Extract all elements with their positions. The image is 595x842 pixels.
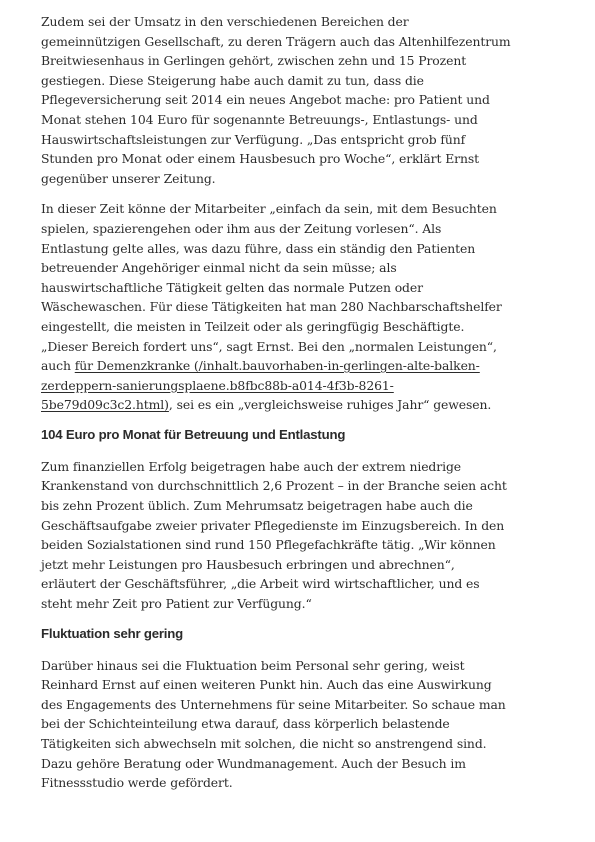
- paragraph-revenue: Zudem sei der Umsatz in den verschiedenen Bereichen der gemeinnützigen Gesellschaft, zu deren Trägern auch das Altenhilfezentrum Breitwiesenhaus in Gerlingen gehört, zwischen zehn und 15 Prozent gestiegen. Diese Steigerung habe auch damit zu tun, dass die Pflegeversicherung seit 2014 ein neues Angebot mache: pro Patient und Monat stehen 104 Euro für sogenannte Betreuungs-, Entlastungs- und Hauswirtschaftsleistungen zur Verfügung. „Das entspricht grob fünf Stunden pro Monat oder einem Hausbesuch pro Woche“, erklärt Ernst gegenüber unserer Zeitung.: [41, 14, 511, 186]
- subheading-fluctuation: Fluktuation sehr gering: [41, 625, 183, 641]
- dementia-article-link[interactable]: für Demenzkranke (/inhalt.bauvorhaben-in-gerlingen-alte-balken-zerdeppern-sanierungsplaene.b8fbc88b-a014-4f3b-8261-5be79d09c3c2.html): [41, 358, 480, 413]
- paragraph-text-tail: , sei es ein „vergleichsweise ruhiges Jahr“ gewesen.: [168, 397, 492, 413]
- article-body: [41, 12, 511, 804]
- paragraph-text: In dieser Zeit könne der Mitarbeiter „einfach da sein, mit dem Besuchten spielen, spazierengehen oder ihm aus der Zeitung vorlesen“. Als Entlastung gelte alles, was dazu führe, dass ein ständig den Patienten betreuender Angehöriger einmal nicht da sein müsse; als hauswirtschaftliche Tätigkeit gelten das normale Putzen oder Wäschewaschen. Für diese Tätigkeiten hat man 280 Nachbarschaftshelfer eingestellt, die meisten in Teilzeit oder als geringfügig Beschäftigte. „Dieser Bereich fordert uns“, sagt Ernst. Bei den „normalen Leistungen“, auch: [41, 201, 502, 374]
- paragraph-relief-services: [41, 199, 511, 415]
- paragraph-fluctuation: Darüber hinaus sei die Fluktuation beim Personal sehr gering, weist Reinhard Ernst auf einen weiteren Punkt hin. Auch das eine Auswirkung des Engagements des Unternehmens für seine Mitarbeiter. So schaue man bei der Schichteinteilung etwa darauf, dass körperlich belastende Tätigkeiten sich abwechseln mit solchen, die nicht so anstrengend sind. Dazu gehöre Beratung oder Wundmanagement. Auch der Besuch im Fitnessstudio werde gefördert.: [41, 657, 506, 791]
- subheading-104-euro: 104 Euro pro Monat für Betreuung und Entlastung: [41, 426, 346, 442]
- paragraph-financial-success: Zum finanziellen Erfolg beigetragen habe auch der extrem niedrige Krankenstand von durchschnittlich 2,6 Prozent – in der Branche seien acht bis zehn Prozent üblich. Zum Mehrumsatz beigetragen habe auch die Geschäftsaufgabe zweier privater Pflegedienste im Einzugsbereich. In den beiden Sozialstationen sind rund 150 Pflegefachkräfte tätig. „Wir können jetzt mehr Leistungen pro Hausbesuch erbringen und abrechnen“, erläutert der Geschäftsführer, „die Arbeit wird wirtschaftlicher, und es steht mehr Zeit pro Patient zur Verfügung.“: [41, 458, 507, 612]
